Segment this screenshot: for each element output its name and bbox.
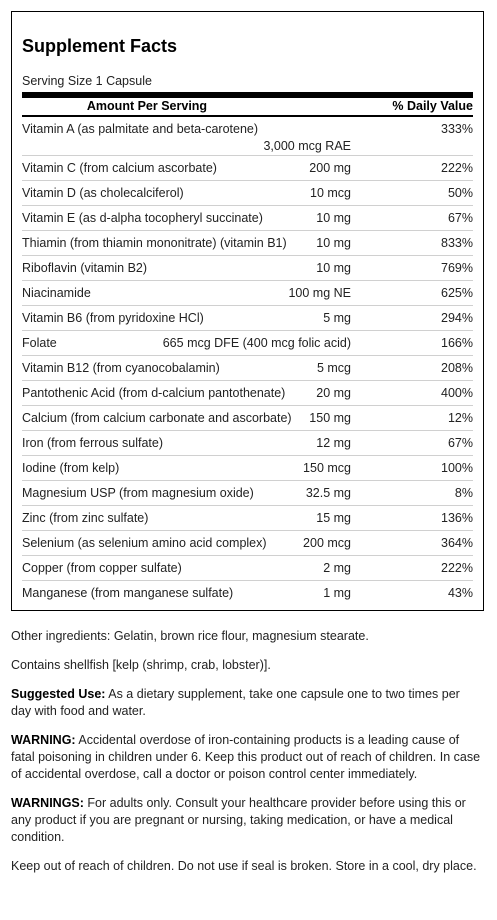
- panel-title: Supplement Facts: [22, 36, 178, 56]
- nutrient-amount: 2 mg: [323, 561, 351, 575]
- nutrient-amount: 12 mg: [316, 436, 351, 450]
- nutrient-name: Vitamin A (as palmitate and beta-carotene): [22, 122, 259, 136]
- nutrient-daily-value: 222%: [441, 561, 473, 575]
- nutrient-name: Folate: [22, 336, 57, 350]
- nutrient-daily-value: 166%: [441, 336, 473, 350]
- nutrient-name: Vitamin C (from calcium ascorbate): [22, 161, 217, 175]
- nutrient-amount: 10 mcg: [310, 186, 351, 200]
- suggested-use: [11, 686, 481, 720]
- nutrient-daily-value: 833%: [441, 236, 473, 250]
- nutrient-daily-value: 294%: [441, 311, 473, 325]
- storage-instructions: Keep out of reach of children. Do not use if seal is broken. Store in a cool, dry place.: [11, 859, 477, 873]
- product-notes: [11, 628, 481, 887]
- table-row: [22, 231, 473, 256]
- nutrient-daily-value: 100%: [441, 461, 473, 475]
- daily-value-header: % Daily Value: [392, 99, 473, 113]
- nutrient-daily-value: 43%: [447, 586, 473, 600]
- table-row: [22, 506, 473, 531]
- nutrient-name: Calcium (from calcium carbonate and ascorbate): [22, 411, 292, 425]
- nutrient-amount: 200 mg: [309, 161, 351, 175]
- warnings-label: WARNINGS:: [11, 796, 84, 810]
- table-row: [22, 181, 473, 206]
- table-row: [22, 281, 473, 306]
- nutrient-name: Vitamin E (as d-alpha tocopheryl succinate): [22, 211, 263, 225]
- nutrient-daily-value: 67%: [447, 211, 473, 225]
- nutrient-amount: 5 mg: [323, 311, 351, 325]
- nutrient-daily-value: 400%: [441, 386, 473, 400]
- table-row: [22, 356, 473, 381]
- table-row: [22, 156, 473, 181]
- nutrient-amount: 10 mg: [316, 211, 351, 225]
- table-row: [22, 206, 473, 231]
- iron-warning: [11, 732, 481, 783]
- nutrient-amount: 200 mcg: [303, 536, 351, 550]
- nutrient-daily-value: 769%: [441, 261, 473, 275]
- nutrient-daily-value: 364%: [441, 536, 473, 550]
- allergen-statement: Contains shellfish [kelp (shrimp, crab, lobster)].: [11, 658, 271, 672]
- nutrient-name: Vitamin D (as cholecalciferol): [22, 186, 184, 200]
- table-row: [22, 431, 473, 456]
- nutrient-daily-value: 333%: [441, 122, 473, 136]
- nutrient-amount: 3,000 mcg RAE: [263, 139, 351, 153]
- nutrient-daily-value: 8%: [454, 486, 473, 500]
- other-ingredients: Other ingredients: Gelatin, brown rice flour, magnesium stearate.: [11, 629, 369, 643]
- table-row: [22, 306, 473, 331]
- table-row: [22, 456, 473, 481]
- suggested-use-text: As a dietary supplement, take one capsule one to two times per day with food and water.: [11, 687, 460, 718]
- table-row: [22, 531, 473, 556]
- nutrient-amount: 150 mcg: [303, 461, 351, 475]
- warning-label: WARNING:: [11, 733, 76, 747]
- nutrient-amount: 5 mcg: [316, 361, 351, 375]
- nutrient-daily-value: 136%: [441, 511, 473, 525]
- table-row: [22, 581, 473, 605]
- nutrient-name: Riboflavin (vitamin B2): [22, 261, 148, 275]
- table-row: [22, 481, 473, 506]
- supplement-facts-panel: [11, 11, 484, 611]
- table-row: [22, 381, 473, 406]
- table-row: [22, 406, 473, 431]
- nutrient-name: Zinc (from zinc sulfate): [22, 511, 149, 525]
- nutrient-name: Magnesium USP (from magnesium oxide): [22, 486, 254, 500]
- nutrient-daily-value: 222%: [441, 161, 473, 175]
- nutrient-name: Selenium (as selenium amino acid complex): [22, 536, 267, 550]
- nutrient-daily-value: 12%: [447, 411, 473, 425]
- nutrient-table: [22, 117, 473, 605]
- table-row: [22, 256, 473, 281]
- nutrient-daily-value: 67%: [447, 436, 473, 450]
- nutrient-daily-value: 625%: [441, 286, 473, 300]
- nutrient-name: Pantothenic Acid (from d-calcium pantothenate): [22, 386, 286, 400]
- table-row: [22, 556, 473, 581]
- table-row: [22, 331, 473, 356]
- nutrient-name: Thiamin (from thiamin mononitrate) (vitamin B1): [22, 236, 287, 250]
- nutrient-amount: 10 mg: [316, 236, 351, 250]
- nutrient-name: Niacinamide: [22, 286, 91, 300]
- nutrient-amount: 32.5 mg: [305, 486, 351, 500]
- nutrient-amount: 665 mcg DFE (400 mcg folic acid): [162, 336, 351, 350]
- nutrient-daily-value: 50%: [447, 186, 473, 200]
- nutrient-amount: 150 mg: [309, 411, 351, 425]
- nutrient-name: Vitamin B6 (from pyridoxine HCl): [22, 311, 204, 325]
- nutrient-name: Vitamin B12 (from cyanocobalamin): [22, 361, 220, 375]
- nutrient-amount: 20 mg: [316, 386, 351, 400]
- nutrient-amount: 15 mg: [316, 511, 351, 525]
- nutrient-name: Iron (from ferrous sulfate): [22, 436, 164, 450]
- warnings-text: For adults only. Consult your healthcare provider before using this or any product if you are pregnant or nursing, taking medication, or have a medical condition.: [11, 796, 466, 844]
- nutrient-name: Iodine (from kelp): [22, 461, 120, 475]
- general-warnings: [11, 795, 481, 846]
- thick-divider: [22, 92, 473, 98]
- table-row: [22, 117, 473, 156]
- nutrient-amount: 1 mg: [323, 586, 351, 600]
- nutrient-name: Copper (from copper sulfate): [22, 561, 182, 575]
- warning-text: Accidental overdose of iron-containing products is a leading cause of fatal poisoning in children under 6. Keep this product out of reach of children. In case of accidental overdose, call a doctor or poison control center immediately.: [11, 733, 481, 781]
- serving-size: Serving Size 1 Capsule: [22, 74, 152, 88]
- nutrient-daily-value: 208%: [441, 361, 473, 375]
- nutrient-amount: 10 mg: [316, 261, 351, 275]
- suggested-use-label: Suggested Use:: [11, 687, 106, 701]
- nutrient-name: Manganese (from manganese sulfate): [22, 586, 234, 600]
- amount-per-serving-header: Amount Per Serving: [86, 99, 208, 113]
- nutrient-amount: 100 mg NE: [288, 286, 351, 300]
